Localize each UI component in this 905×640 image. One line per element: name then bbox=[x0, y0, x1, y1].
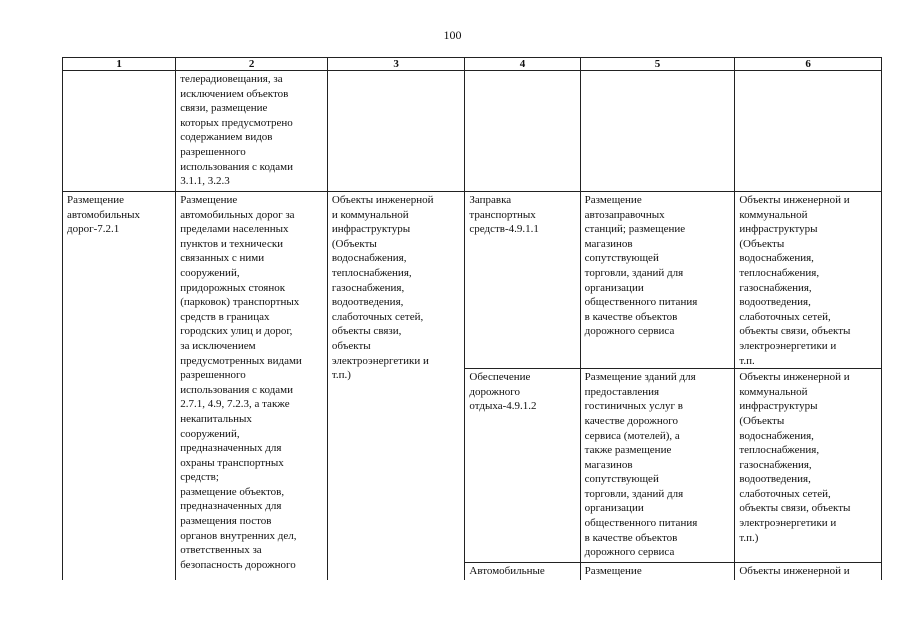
header-col-2: 2 bbox=[176, 58, 328, 71]
cell-empty bbox=[580, 71, 735, 192]
cell-conditional-use-description: Размещение автозаправочных станций; размещение магазинов сопутствующей торговли, зданий для организации общественного питания в качестве объектов дорожного сервиса bbox=[580, 192, 735, 369]
cell-empty bbox=[327, 71, 465, 192]
table-header-row bbox=[63, 58, 882, 71]
cell-conditional-use-description: Размещение зданий для предоставления гостиничных услуг в качестве дорожного сервиса (мотелей), а также размещение магазинов сопутствующей торговли, зданий для организации общественного питания в качестве объектов дорожного сервиса bbox=[580, 369, 735, 563]
header-col-3: 3 bbox=[327, 58, 465, 71]
cell-conditional-use: Заправка транспортных средств-4.9.1.1 bbox=[465, 192, 580, 369]
land-use-table bbox=[62, 57, 882, 580]
cell-empty bbox=[735, 71, 882, 192]
cell-main-use-description: Размещение автомобильных дорог за пределами населенных пунктов и технически связанных с ними сооружений, придорожных стоянок (парковок) транспортных средств в границах городских улиц и дорог, за исключением предусмотренных видами разрешенного использования с кодами 2.7.1, 4.9, 7.2.3, а также некапитальных сооружений, предназначенных для охраны транспортных средств; размещение объектов, предназначенных для размещения постов органов внутренних дел, ответственных за безопасность дорожного bbox=[176, 192, 328, 581]
cell-conditional-use: Обеспечение дорожного отдыха-4.9.1.2 bbox=[465, 369, 580, 563]
table-row-continued bbox=[63, 71, 882, 192]
cell-conditional-auxiliary: Объекты инженерной и коммунальной инфраструктуры (Объекты водоснабжения, теплоснабжения, газоснабжения, водоотведения, слаботочных сетей, объекты связи, объекты электроэнергетики и т.п.) bbox=[735, 369, 882, 563]
header-col-6: 6 bbox=[735, 58, 882, 71]
cell-empty bbox=[63, 71, 176, 192]
cell-empty bbox=[465, 71, 580, 192]
header-col-5: 5 bbox=[580, 58, 735, 71]
cell-conditional-auxiliary: Объекты инженерной и коммунальной инфраструктуры (Объекты водоснабжения, теплоснабжения, газоснабжения, водоотведения, слаботочных сетей, объекты связи, объекты электроэнергетики и т.п. bbox=[735, 192, 882, 369]
cell-conditional-use-description: Размещение bbox=[580, 563, 735, 580]
header-col-4: 4 bbox=[465, 58, 580, 71]
cell-conditional-auxiliary: Объекты инженерной и bbox=[735, 563, 882, 580]
page-number: 100 bbox=[443, 28, 462, 42]
cell-main-use: Размещение автомобильных дорог-7.2.1 bbox=[63, 192, 176, 581]
cell-conditional-use: Автомобильные bbox=[465, 563, 580, 580]
table-row bbox=[63, 192, 882, 369]
header-col-1: 1 bbox=[63, 58, 176, 71]
cell-continued-text: телерадиовещания, за исключением объектов связи, размещение которых предусмотрено содержанием видов разрешенного использования с кодами 3.1.1, 3.2.3 bbox=[176, 71, 328, 192]
cell-auxiliary-objects: Объекты инженерной и коммунальной инфраструктуры (Объекты водоснабжения, теплоснабжения, газоснабжения, водоотведения, слаботочных сетей, объекты связи, объекты электроэнергетики и т.п.) bbox=[327, 192, 465, 581]
